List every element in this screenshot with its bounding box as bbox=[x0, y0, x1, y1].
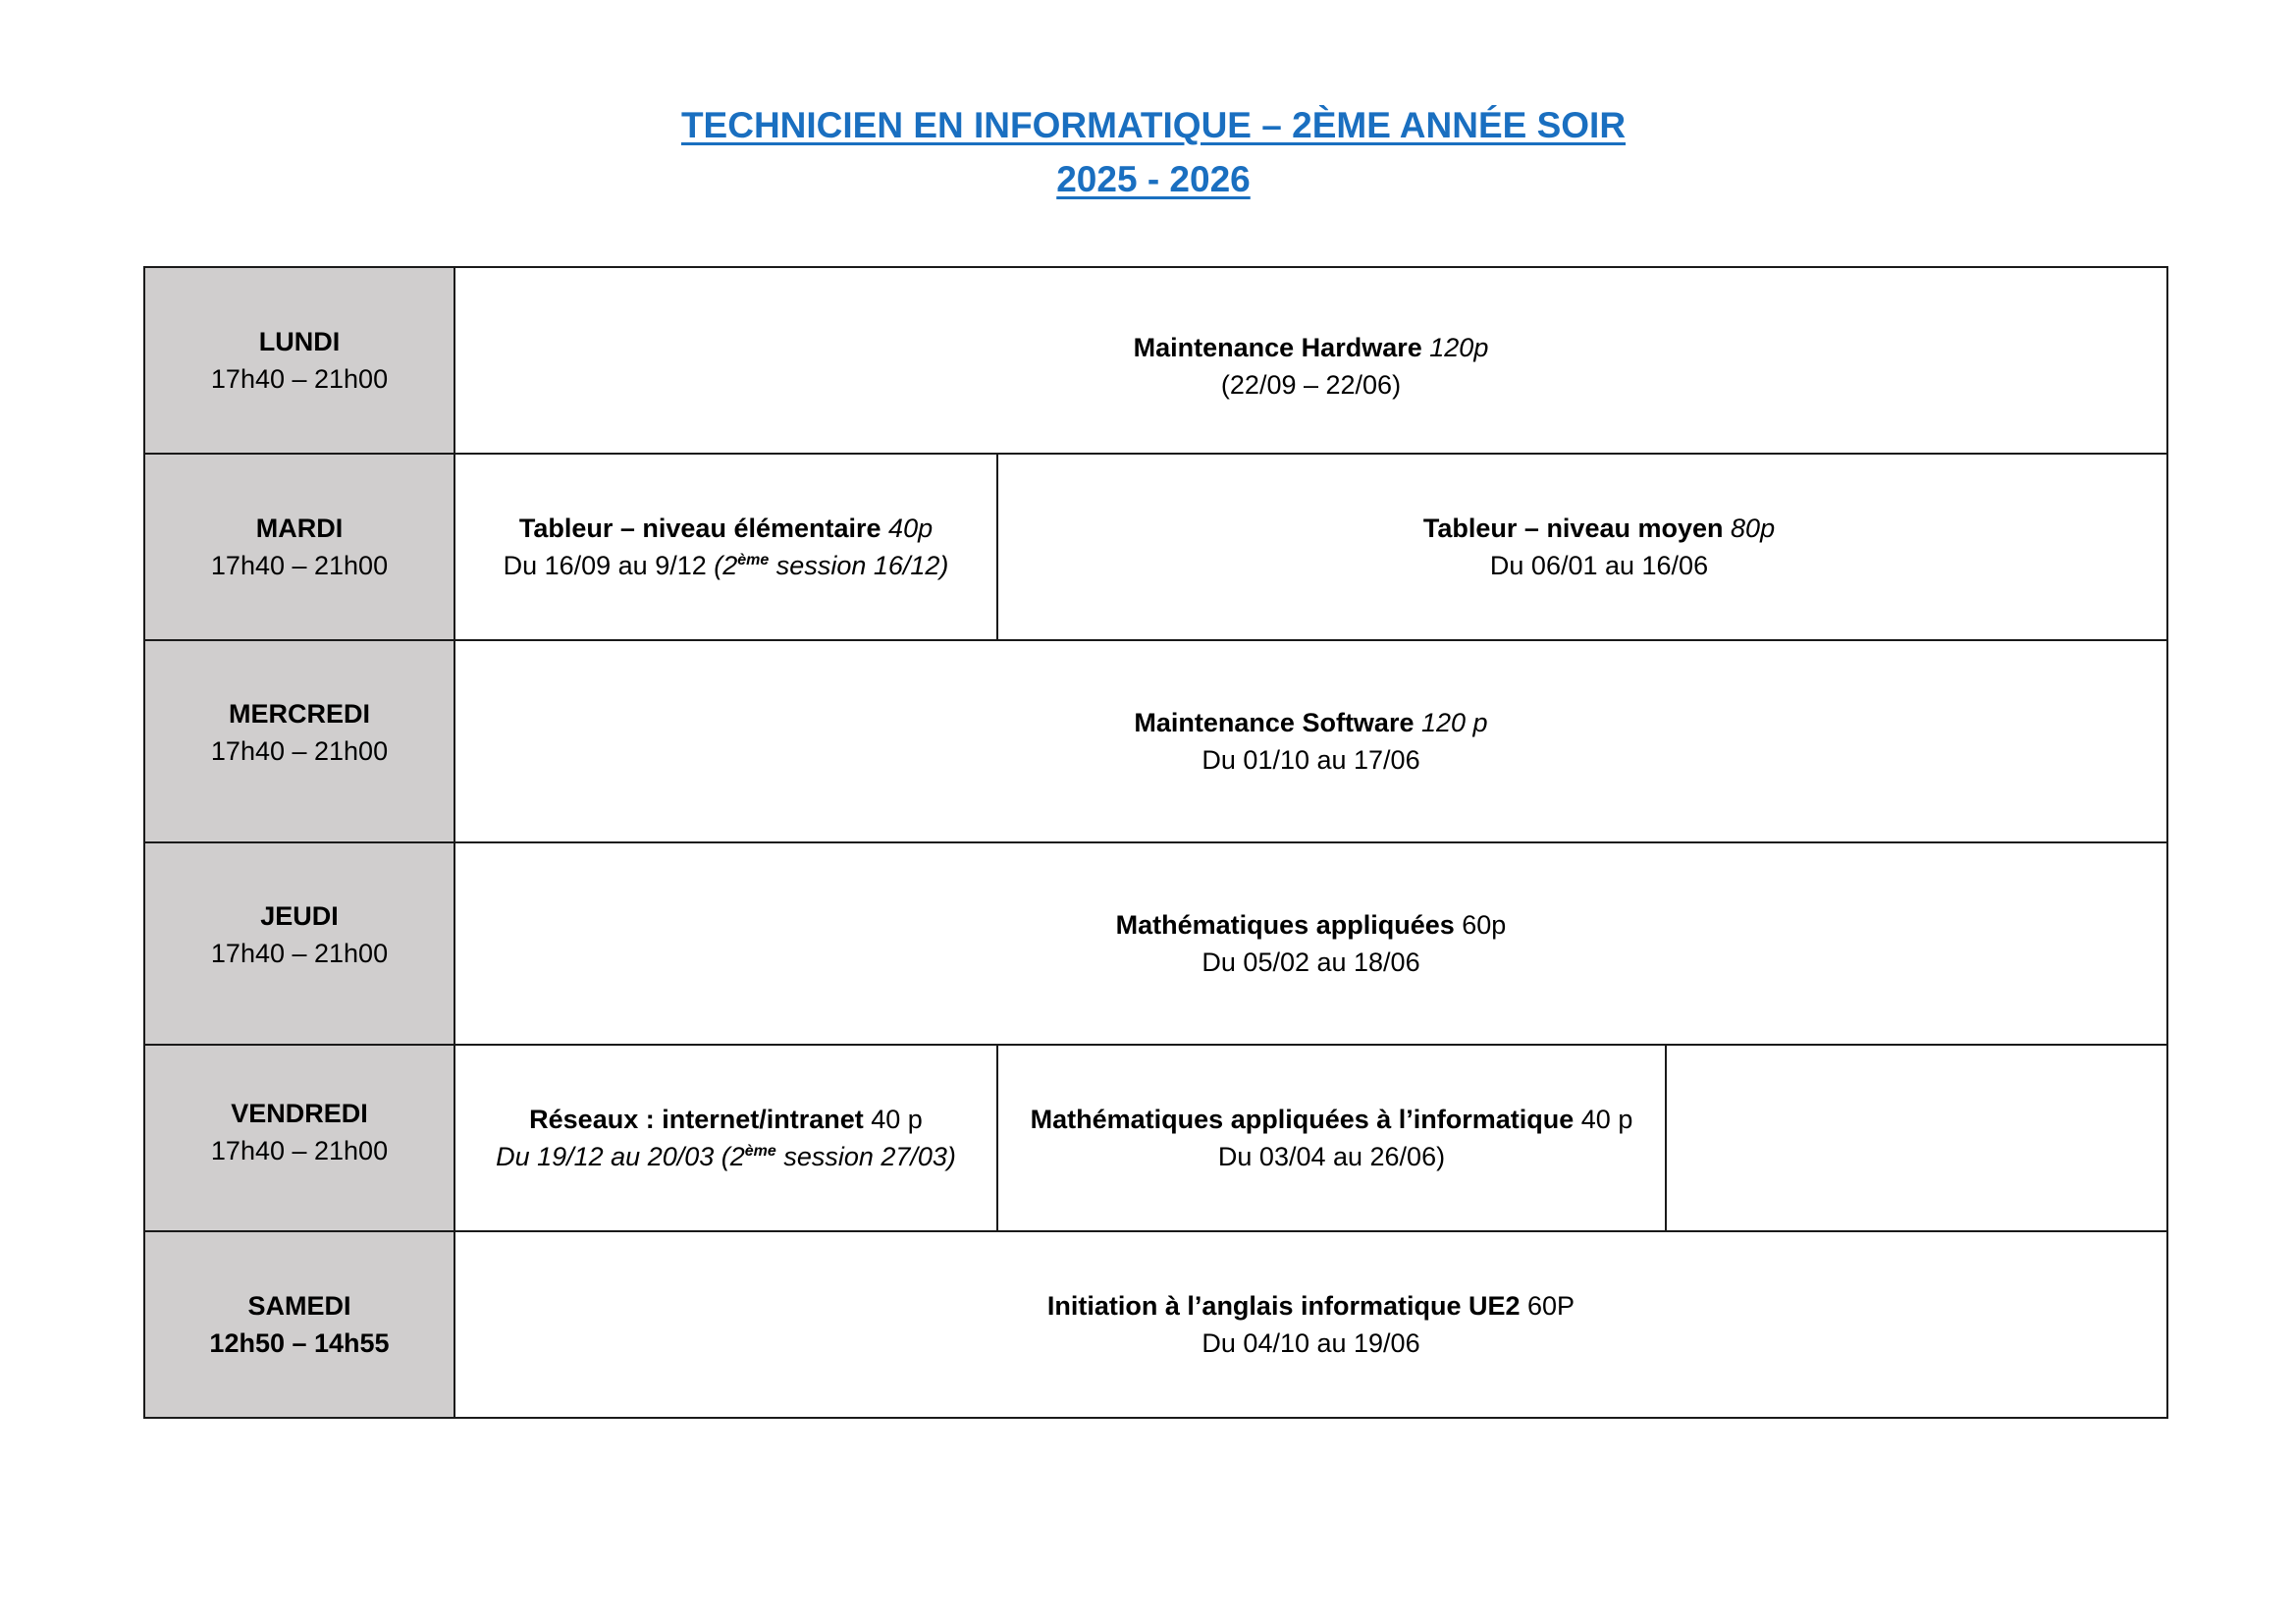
course-name: Réseaux : internet/intranet bbox=[529, 1105, 864, 1134]
table-row bbox=[144, 640, 2167, 842]
course-cell bbox=[454, 454, 997, 640]
table-row bbox=[144, 267, 2167, 454]
course-hours: 120p bbox=[1429, 333, 1489, 362]
course-cell bbox=[997, 454, 2167, 640]
day-cell-mercredi bbox=[144, 640, 454, 842]
table-row bbox=[144, 1045, 2167, 1231]
course-name: Mathématiques appliquées à l’informatique bbox=[1030, 1105, 1575, 1134]
empty-cell bbox=[1666, 1045, 2167, 1231]
course-hours: 120 p bbox=[1421, 708, 1488, 737]
day-name: LUNDI bbox=[258, 327, 341, 356]
course-cell bbox=[454, 267, 2167, 454]
day-name: JEUDI bbox=[260, 901, 339, 931]
course-name: Maintenance Hardware bbox=[1133, 333, 1422, 362]
page-header bbox=[0, 98, 2296, 206]
day-time: 17h40 – 21h00 bbox=[210, 551, 389, 580]
course-cell bbox=[454, 640, 2167, 842]
day-cell-mardi bbox=[144, 454, 454, 640]
course-dates: Du 19/12 au 20/03 (2ème session 27/03) bbox=[496, 1142, 956, 1171]
course-name: Mathématiques appliquées bbox=[1115, 910, 1455, 940]
course-hours: 60p bbox=[1462, 910, 1507, 940]
day-cell-vendredi bbox=[144, 1045, 454, 1231]
course-cell bbox=[454, 842, 2167, 1045]
day-time: 17h40 – 21h00 bbox=[210, 1136, 389, 1165]
day-cell-lundi bbox=[144, 267, 454, 454]
day-name: MERCREDI bbox=[228, 699, 370, 729]
day-cell-samedi bbox=[144, 1231, 454, 1418]
course-name: Tableur – niveau moyen bbox=[1422, 514, 1724, 543]
course-name: Maintenance Software bbox=[1134, 708, 1415, 737]
course-hours: 40 p bbox=[871, 1105, 923, 1134]
course-hours: 40p bbox=[888, 514, 934, 543]
course-hours: 40 p bbox=[1580, 1105, 1633, 1134]
day-name: MARDI bbox=[255, 514, 344, 543]
day-time: 17h40 – 21h00 bbox=[210, 939, 389, 968]
course-dates: Du 03/04 au 26/06) bbox=[1217, 1142, 1446, 1171]
course-cell bbox=[997, 1045, 1666, 1231]
course-dates: Du 01/10 au 17/06 bbox=[1201, 745, 1420, 775]
day-time: 17h40 – 21h00 bbox=[210, 364, 389, 394]
course-hours: 80p bbox=[1731, 514, 1776, 543]
day-cell-jeudi bbox=[144, 842, 454, 1045]
course-dates: Du 04/10 au 19/06 bbox=[1201, 1328, 1420, 1358]
day-name: SAMEDI bbox=[247, 1291, 351, 1321]
session-note: (2ème session 16/12) bbox=[714, 551, 949, 580]
course-dates: Du 05/02 au 18/06 bbox=[1201, 947, 1420, 977]
course-dates: (22/09 – 22/06) bbox=[1220, 370, 1402, 400]
course-name: Initiation à l’anglais informatique UE2 bbox=[1046, 1291, 1521, 1321]
page-title: TECHNICIEN EN INFORMATIQUE – 2ÈME ANNÉE SOIR bbox=[680, 105, 1627, 145]
day-name: VENDREDI bbox=[231, 1099, 368, 1128]
school-year: 2025 - 2026 bbox=[1056, 159, 1251, 199]
course-dates: Du 06/01 au 16/06 bbox=[1489, 551, 1709, 580]
course-dates: Du 16/09 au 9/12 (2ème session 16/12) bbox=[503, 551, 949, 580]
table-row bbox=[144, 1231, 2167, 1418]
schedule-table bbox=[143, 266, 2168, 1419]
day-time: 12h50 – 14h55 bbox=[209, 1328, 390, 1358]
course-hours: 60P bbox=[1527, 1291, 1575, 1321]
day-time: 17h40 – 21h00 bbox=[210, 736, 389, 766]
table-row bbox=[144, 842, 2167, 1045]
course-cell bbox=[454, 1231, 2167, 1418]
course-name: Tableur – niveau élémentaire bbox=[518, 514, 881, 543]
course-cell bbox=[454, 1045, 997, 1231]
table-row bbox=[144, 454, 2167, 640]
